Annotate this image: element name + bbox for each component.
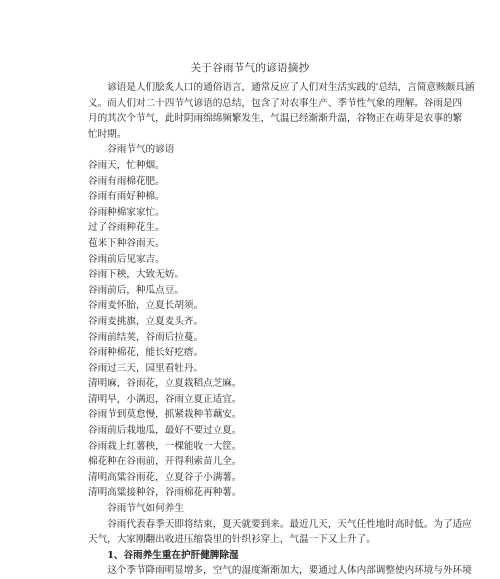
proverb-item: 清明早，小满迟，谷雨立夏正适宜。 bbox=[88, 393, 242, 405]
proverb-item: 清明高粱接种谷，谷雨棉花再种薯。 bbox=[88, 487, 242, 499]
proverb-list bbox=[88, 158, 428, 501]
intro-line-3: 月的其次个节气，此时阴雨绵绵频繁发生，气温已经渐渐升温，谷物正在萌芽是农事的繁 bbox=[88, 113, 463, 125]
proverb-item: 清明麻，谷雨花，立夏栽稻点芝麻。 bbox=[88, 378, 242, 390]
proverb-item: 谷雨前后见家吉。 bbox=[88, 253, 165, 265]
intro-line-1: 谚语是人们脍炙人口的通俗语言，通常反应了人们对生活实践的'总结，言简意赅颇具涵 bbox=[107, 82, 475, 93]
proverb-item: 棉花种在谷雨前，开得利索苗儿全。 bbox=[88, 456, 242, 468]
proverb-item: 谷雨前结荚，谷雨后拉蔓。 bbox=[88, 331, 204, 343]
health-line-1: 谷雨代表春季天即将结束，夏天就要到来。最近几天，天气任性地时高时低。为了适应 bbox=[107, 518, 472, 530]
intro-line-2: 义。而人们对二十四节气谚语的总结，包含了对农事生产、季节性气象的理解。谷雨是四 bbox=[88, 97, 463, 109]
proverb-item: 谷雨天，忙种烟。 bbox=[88, 159, 165, 171]
proverb-item: 谷雨麦挑旗，立夏麦头齐。 bbox=[88, 315, 204, 327]
proverb-item: 过了谷雨种花生。 bbox=[88, 222, 165, 234]
document-body bbox=[88, 80, 475, 579]
proverb-item: 谷雨过三天，园里看牡丹。 bbox=[88, 362, 204, 374]
health-line-2: 天气，大家刚翻出收进压缩袋里的针织衫穿上，气温一下又上升了。 bbox=[88, 534, 376, 546]
proverb-item: 谷雨节到莫怠慢，抓紧栽种苇藕安。 bbox=[88, 409, 242, 421]
proverb-item: 清明高粱谷雨花，立夏谷子小满薯。 bbox=[88, 471, 242, 483]
proverb-item: 苞米下种谷雨天。 bbox=[88, 237, 165, 249]
proverb-item: 谷雨种棉家家忙。 bbox=[88, 206, 165, 218]
section-heading-proverbs: 谷雨节气的谚语 bbox=[107, 144, 175, 156]
section-heading-health: 谷雨节气如何养生 bbox=[107, 503, 184, 515]
intro-line-4: 忙时期。 bbox=[88, 128, 127, 140]
proverb-item: 谷雨种棉花，能长好疙瘩。 bbox=[88, 347, 204, 359]
proverb-item: 谷雨有雨棉花肥。 bbox=[88, 175, 165, 187]
proverb-item: 谷雨麦怀胎，立夏长胡须。 bbox=[88, 300, 204, 312]
document-title: 关于谷雨节气的谚语摘抄 bbox=[190, 62, 310, 74]
proverb-item: 谷雨栽上红薯秧，一棵能收一大筐。 bbox=[88, 440, 242, 452]
proverb-item: 谷雨前后，种瓜点豆。 bbox=[88, 284, 184, 296]
subheading-liver-spleen: 1、谷雨养生重在护肝健脾除湿 bbox=[107, 549, 239, 561]
proverb-item: 谷雨下秧，大致无妨。 bbox=[88, 269, 184, 281]
proverb-item: 谷雨有雨好种棉。 bbox=[88, 191, 165, 203]
section3-line-1: 这个季节降雨明显增多，空气的湿度渐渐加大，要通过人体内部调整使内环境与外环境 bbox=[107, 565, 472, 577]
proverb-item: 谷雨前后栽地瓜，最好不要过立夏。 bbox=[88, 425, 242, 437]
